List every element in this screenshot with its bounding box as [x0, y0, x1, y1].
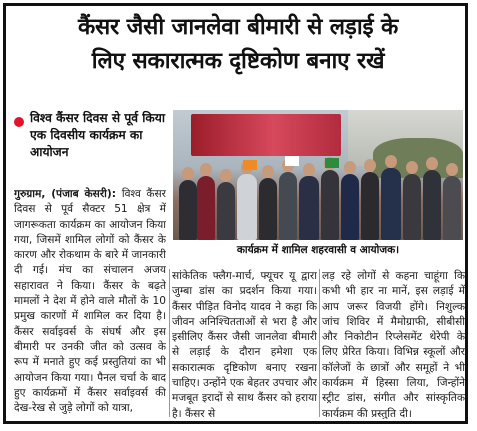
photo-person: [403, 174, 421, 240]
column-divider: [169, 269, 170, 417]
photo-person: [341, 174, 359, 240]
photo-person: [321, 170, 339, 240]
photo-person: [381, 168, 401, 240]
dateline: गुरुग्राम, (पंजाब केसरी):: [14, 188, 122, 200]
photo-person: [299, 176, 319, 240]
headline: [18, 10, 458, 78]
newspaper-clipping: [3, 3, 468, 424]
article-column-2: [172, 269, 317, 419]
column-3-text: लड़ रहे लोगों से कहना चाहूंगा कि कभी भी हार ना मानें, इस लड़ाई में आप जरूर विजयी होंगे। निशुल्क जांच शिविर में मैमोग्राफी, सीबीसी और निकोटीन रिप्लेसमेंट थेरेपी के लिए प्रेरित किया। विभिन्न स्कूलों और कॉलेजों के छात्रों और समूहों ने भी कार्यक्रम में हिस्सा लिया, जिन्होंने स्ट्रीट डांस, संगीत और सांस्कृतिक कार्यक्रम की प्रस्तुति दी।: [322, 270, 465, 419]
event-photo: [173, 110, 463, 240]
photo-caption: कार्यक्रम में शामिल शहरवासी व आयोजक।: [236, 244, 400, 256]
photo-person: [423, 170, 441, 240]
flag-icon: [325, 158, 339, 168]
subhead-block: [14, 110, 172, 161]
subhead: विश्व कैंसर दिवस से पूर्व किया एक दिवसीय कार्यक्रम का आयोजन: [30, 111, 166, 159]
photo-person: [197, 176, 215, 240]
flag-icon: [285, 156, 299, 166]
photo-person: [259, 178, 277, 240]
column-2-text: सांकेतिक फ्लैग-मार्च, फ्यूचर यू द्वारा जुम्बा डांस का प्रदर्शन किया गया। कैंसर पीड़ित विनोद यादव ने कहा कि जीवन अनिश्चितताओं से भरा है और इसीलिए कैंसर जैसी जानलेवा बीमारी से लड़ाई के दौरान हमेशा एक सकारात्मक दृष्टिकोण बनाए रखना चाहिए। उन्होंने एक बेहतर उपचार और मजबूत इरादों से साथ कैंसर को हराया है। कैंसर से: [172, 270, 317, 419]
column-1-text: विश्व कैंसर दिवस से पूर्व सैक्टर 51 क्षेत्र में जागरूकता कार्यक्रम का आयोजन किया गया, जिसमें शामिल लोगों को कैंसर के कारण और रोकथाम के बारे में जानकारी दी गई। मंच का संचालन अजय सहारावत ने किया। कैंसर के बढ़ते मामलों ने देश में होने वाले मौतों के 10 प्रमुख कारणों में शामिल कर दिया है। कैंसर सर्वाइवर्स के संघर्ष और इस बीमारी पर उनकी जीत को उत्सव के रूप में मनाते हुए कई प्रस्तुतियां का भी आयोजन किया गया। पैनल चर्चा के बाद हुए कार्यक्रमों में कैंसर सर्वाइवर्स की देख-रेख से जुड़े लोगों को यात्रा,: [14, 188, 166, 415]
column-divider: [319, 269, 320, 417]
photo-person: [217, 182, 235, 240]
headline-line-1: कैंसर जैसी जानलेवा बीमारी से लड़ाई के: [77, 14, 399, 40]
article-column-1: [14, 187, 166, 419]
photo-banner: [191, 114, 341, 156]
photo-person: [443, 176, 461, 240]
photo-person: [361, 172, 379, 240]
bullet-icon: [14, 117, 24, 127]
photo-person: [179, 180, 197, 240]
article-column-3: [322, 269, 465, 419]
flag-icon: [243, 160, 257, 170]
headline-line-2: लिए सकारात्मक दृष्टिकोण बनाए रखें: [91, 48, 385, 74]
photo-person: [237, 174, 257, 240]
photo-person: [279, 172, 297, 240]
